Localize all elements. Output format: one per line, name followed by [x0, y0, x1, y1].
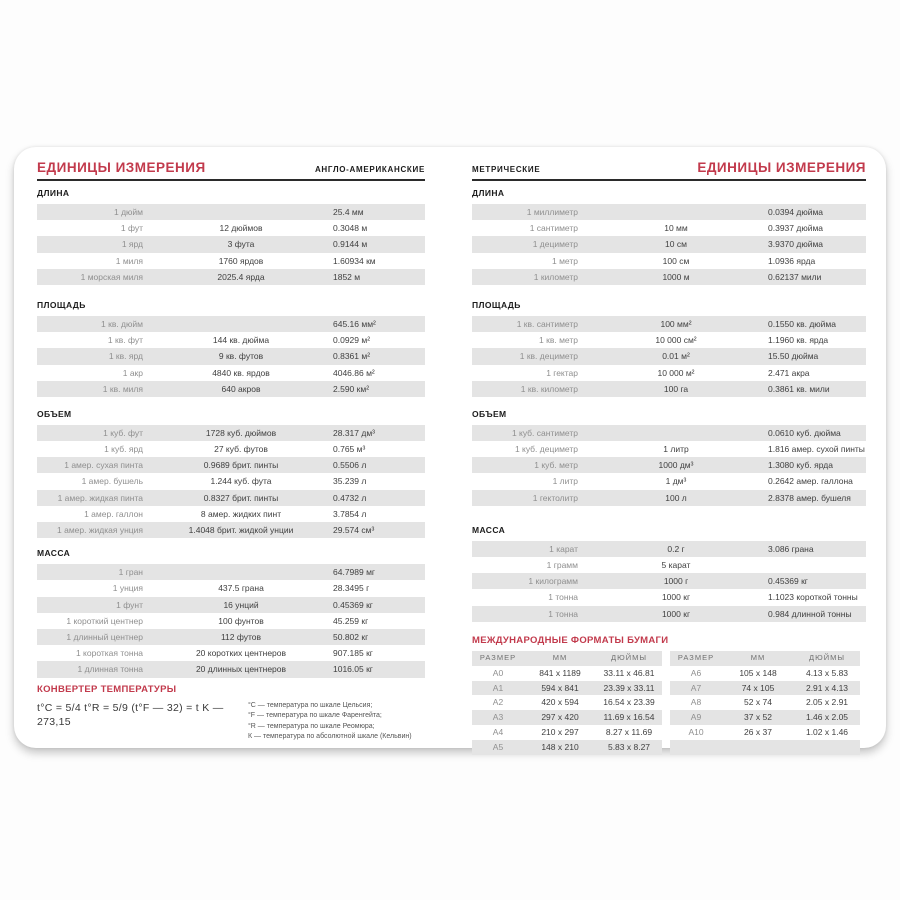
page-title: ЕДИНИЦЫ ИЗМЕРЕНИЯ — [697, 160, 866, 175]
table-row — [472, 425, 866, 441]
section-paper-formats — [472, 636, 866, 755]
column-header: РАЗМЕР — [479, 652, 517, 662]
table-cell: 841 x 1189 — [539, 667, 581, 678]
table-row — [472, 269, 866, 285]
table-cell: 1.244 куб. фута — [210, 476, 272, 487]
area-table — [472, 316, 866, 397]
table-cell — [149, 204, 333, 220]
table-cell: 1.0936 ярда — [768, 255, 816, 266]
table-cell: 1852 м — [333, 271, 361, 282]
table-cell: 1 куб. сантиметр — [511, 427, 578, 438]
table-cell: 16.54 x 23.39 — [603, 697, 655, 708]
table-cell: 100 мм² — [660, 318, 692, 329]
page-title: ЕДИНИЦЫ ИЗМЕРЕНИЯ — [37, 160, 206, 175]
table-cell: 1 амер. сухая пинта — [64, 460, 143, 471]
table-cell: 0.0929 м² — [333, 335, 371, 346]
table-cell: 0.0394 дюйма — [768, 207, 824, 217]
table-cell: 4046.86 м² — [333, 367, 375, 378]
section-volume — [37, 409, 425, 538]
table-cell — [149, 316, 333, 332]
table-cell: 1 куб. дециметр — [514, 444, 578, 455]
table-cell: 52 x 74 — [744, 697, 772, 708]
table-row — [37, 381, 425, 397]
table-cell: 420 x 594 — [541, 697, 579, 708]
table-row — [37, 332, 425, 348]
table-cell: 1 километр — [533, 271, 578, 282]
table-cell: 1 килограмм — [528, 576, 578, 587]
table-cell: 0.8327 брит. пинты — [203, 492, 279, 503]
section-volume — [472, 409, 866, 506]
table-row — [37, 506, 425, 522]
table-cell: 2.8378 амер. бушеля — [768, 492, 851, 503]
table-cell: 9 кв. футов — [218, 351, 264, 362]
column-header: ДЮЙМЫ — [611, 652, 647, 662]
table-cell: 1.4048 брит. жидкой унции — [188, 525, 294, 535]
table-cell: 33.11 x 46.81 — [603, 667, 655, 678]
table-cell — [670, 740, 722, 755]
table-cell: 8.27 x 11.69 — [605, 727, 653, 738]
table-cell: 1 куб. ярд — [104, 444, 143, 455]
table-cell: A5 — [492, 742, 504, 753]
table-cell: A9 — [690, 712, 702, 723]
temperature-note: °F — температура по шкале Фаренгейта; — [248, 712, 382, 719]
table-row — [472, 541, 866, 557]
left-page — [37, 157, 425, 743]
table-row — [472, 725, 662, 740]
table-cell: 1760 ярдов — [218, 255, 264, 266]
table-cell: 1 кв. миля — [102, 383, 143, 394]
table-cell: 1 длинный центнер — [66, 631, 143, 642]
table-cell: 0.62137 мили — [768, 271, 822, 282]
table-row — [37, 645, 425, 661]
length-table — [472, 204, 866, 285]
table-cell: 1 кв. дециметр — [519, 351, 578, 362]
table-row — [37, 457, 425, 473]
table-row — [37, 473, 425, 489]
table-cell: 1 сантиметр — [529, 223, 578, 234]
table-cell: 1.1023 короткой тонны — [768, 592, 858, 603]
table-cell: 1 тонна — [548, 592, 578, 603]
table-cell: 0.3048 м — [333, 223, 368, 234]
right-page-header — [472, 157, 866, 181]
table-cell: 1.3080 куб. ярда — [768, 460, 833, 471]
section-mass — [37, 548, 425, 677]
section-title: ОБЪЕМ — [472, 408, 507, 419]
table-cell — [722, 740, 794, 755]
table-cell: 100 га — [663, 383, 689, 394]
paper-formats-title: МЕЖДУНАРОДНЫЕ ФОРМАТЫ БУМАГИ — [472, 634, 669, 646]
table-cell: A8 — [690, 697, 702, 708]
table-cell: 1 гектар — [546, 367, 578, 378]
table-cell: A2 — [492, 697, 504, 708]
left-page-header — [37, 157, 425, 181]
table-cell: 0.0610 куб. дюйма — [768, 427, 841, 438]
table-row — [472, 557, 866, 573]
table-cell: 8 амер. жидких пинт — [200, 508, 282, 519]
table-cell: 1.02 x 1.46 — [805, 727, 849, 738]
table-row — [670, 740, 860, 755]
table-cell: 3.9370 дюйма — [768, 239, 824, 250]
section-temperature-converter — [37, 685, 425, 743]
table-row — [37, 220, 425, 236]
table-cell: 1 тонна — [548, 608, 578, 619]
temperature-note: °R — температура по шкале Реомюра; — [248, 722, 375, 730]
volume-table — [37, 425, 425, 538]
table-cell: 1 карат — [549, 543, 578, 554]
column-header: ДЮЙМЫ — [809, 652, 845, 662]
table-cell: 0.5506 л — [333, 460, 367, 471]
table-row — [670, 695, 860, 710]
table-cell: 112 футов — [220, 631, 262, 642]
section-title: ПЛОЩАДЬ — [37, 299, 86, 310]
table-row — [37, 425, 425, 441]
table-cell: 1 фут — [120, 223, 143, 234]
table-cell: 1 дм³ — [665, 476, 687, 487]
section-length — [472, 188, 866, 285]
table-cell: 0.1550 кв. дюйма — [768, 318, 836, 329]
table-cell: 1.816 амер. сухой пинты — [768, 444, 865, 455]
table-cell: 29.574 см³ — [333, 525, 375, 535]
table-cell: 1 литр — [663, 444, 689, 455]
table-row — [472, 695, 662, 710]
table-row — [37, 365, 425, 381]
table-row — [37, 564, 425, 580]
section-area — [37, 300, 425, 397]
table-row — [37, 316, 425, 332]
table-row — [472, 236, 866, 252]
table-cell: 4.13 x 5.83 — [805, 667, 849, 678]
table-cell: 3 фута — [227, 239, 255, 250]
table-cell: A6 — [690, 667, 702, 678]
table-row — [37, 236, 425, 252]
table-row — [472, 681, 662, 696]
table-row — [37, 629, 425, 645]
section-title: МАССА — [472, 524, 506, 535]
table-row — [472, 666, 662, 681]
table-cell: A0 — [492, 667, 504, 678]
table-cell: 1 короткая тонна — [75, 648, 143, 659]
table-cell: 1000 кг — [661, 592, 691, 603]
table-cell: 1.1960 кв. ярда — [768, 335, 829, 346]
mass-table — [37, 564, 425, 677]
table-cell: 10 см — [665, 239, 687, 250]
section-mass — [472, 525, 866, 622]
table-row — [472, 606, 866, 622]
table-cell: 1 короткий центнер — [66, 615, 143, 626]
table-cell: 28.317 дм³ — [333, 427, 375, 438]
table-cell: 1.60934 км — [333, 255, 376, 266]
table-cell: 1 кв. ярд — [108, 351, 143, 362]
table-row — [37, 253, 425, 269]
table-cell: 1000 г — [663, 576, 689, 587]
table-cell: 10 000 м² — [657, 367, 695, 378]
area-table — [37, 316, 425, 397]
table-cell: 100 см — [662, 255, 690, 266]
table-row — [670, 681, 860, 696]
table-row — [472, 490, 866, 506]
table-cell: 1 миля — [115, 255, 143, 266]
table-cell: 105 x 148 — [739, 667, 777, 678]
table-cell: 37 x 52 — [744, 712, 772, 723]
table-cell: 1.46 x 2.05 — [805, 712, 849, 723]
table-cell: 0.45369 кг — [768, 576, 808, 587]
table-cell: 15.50 дюйма — [768, 351, 819, 362]
section-title: МАССА — [37, 548, 71, 559]
page-subtitle: АНГЛО-АМЕРИКАНСКИЕ — [314, 165, 425, 174]
table-cell: 26 x 37 — [744, 727, 772, 738]
table-row — [472, 740, 662, 755]
table-cell: 1 куб. метр — [534, 460, 578, 471]
table-cell: 35.239 л — [333, 476, 367, 487]
section-title: ДЛИНА — [37, 188, 70, 198]
section-title: ОБЪЕМ — [37, 408, 72, 419]
table-cell: 20 коротких центнеров — [195, 648, 287, 659]
table-cell: 0.01 м² — [662, 351, 690, 362]
table-row — [37, 490, 425, 506]
table-row — [472, 332, 866, 348]
temperature-notes — [248, 701, 425, 743]
table-cell: 16 унций — [223, 599, 259, 610]
table-cell: 148 x 210 — [541, 742, 579, 753]
table-cell: 1000 дм³ — [658, 460, 694, 471]
table-cell: 0.765 м³ — [333, 444, 366, 455]
table-cell: A7 — [690, 682, 702, 693]
section-title: ДЛИНА — [472, 188, 505, 198]
table-cell: 1 кв. фут — [107, 335, 143, 346]
table-row — [472, 204, 866, 220]
table-row — [472, 457, 866, 473]
table-cell: 1 грамм — [546, 560, 578, 570]
mass-table — [472, 541, 866, 622]
table-row — [670, 725, 860, 740]
table-row — [472, 473, 866, 489]
table-cell: 25.4 мм — [333, 207, 364, 217]
temperature-note: °C — температура по шкале Цельсия; — [248, 701, 373, 709]
table-cell: 0.2642 амер. галлона — [768, 476, 853, 487]
table-cell: 0.984 длинной тонны — [768, 608, 852, 619]
table-row — [37, 580, 425, 596]
table-cell: 74 x 105 — [741, 682, 775, 693]
table-cell: 1 унция — [112, 583, 143, 594]
table-row — [472, 348, 866, 364]
paper-table-a6-a10 — [670, 651, 860, 755]
spread-card — [14, 147, 886, 753]
table-cell: 4840 кв. ярдов — [212, 367, 270, 378]
table-row — [670, 666, 860, 681]
table-cell: 2.471 акра — [768, 367, 810, 378]
table-cell: 1 ярд — [121, 239, 143, 250]
table-cell: 28.3495 г — [333, 583, 370, 594]
table-cell: 1 морская миля — [80, 271, 143, 282]
table-cell: 3.7854 л — [333, 508, 367, 519]
table-row — [472, 365, 866, 381]
table-cell: 1016.05 кг — [333, 664, 373, 675]
table-cell: 1 метр — [552, 255, 578, 266]
table-row — [472, 220, 866, 236]
table-row — [670, 710, 860, 725]
table-row — [37, 613, 425, 629]
table-cell: 10 000 см² — [655, 335, 697, 346]
table-cell: 2025.4 ярда — [217, 271, 265, 282]
table-cell: 27 куб. футов — [214, 444, 268, 455]
table-cell: 100 л — [665, 492, 687, 503]
table-row — [472, 253, 866, 269]
table-cell: 210 x 297 — [541, 727, 579, 738]
table-row — [472, 441, 866, 457]
table-cell: 1 гектолитр — [532, 492, 578, 503]
temperature-converter-title: КОНВЕРТЕР ТЕМПЕРАТУРЫ — [37, 683, 177, 695]
paper-table-a0-a5 — [472, 651, 662, 755]
table-row — [472, 316, 866, 332]
table-row — [37, 522, 425, 538]
column-header: РАЗМЕР — [677, 652, 715, 662]
table-cell: 0.9144 м — [333, 239, 368, 250]
table-cell — [149, 564, 333, 580]
table-cell: 23.39 x 33.11 — [603, 682, 655, 693]
section-title: ПЛОЩАДЬ — [472, 299, 521, 310]
table-cell: 1 акр — [122, 367, 143, 378]
table-cell: 907.185 кг — [333, 648, 373, 659]
table-cell: 2.91 x 4.13 — [805, 682, 849, 693]
table-cell: 645.16 мм² — [333, 318, 376, 329]
table-cell: 12 дюймов — [219, 223, 263, 234]
table-row — [472, 589, 866, 605]
table-cell: A3 — [492, 712, 504, 723]
length-table — [37, 204, 425, 285]
table-row — [37, 441, 425, 457]
table-cell: 50.802 кг — [333, 631, 369, 642]
right-page — [472, 157, 866, 755]
table-cell — [584, 204, 768, 220]
table-cell: A10 — [688, 727, 704, 738]
page-subtitle: МЕТРИЧЕСКИЕ — [472, 165, 541, 174]
table-row — [472, 573, 866, 589]
table-row — [37, 597, 425, 613]
table-cell: 1 дециметр — [532, 239, 578, 250]
table-cell: 1 куб. фут — [103, 427, 143, 438]
table-cell: 5.83 x 8.27 — [607, 742, 651, 753]
table-cell: 1000 м — [662, 271, 690, 282]
table-cell: 297 x 420 — [541, 712, 579, 723]
table-cell: 1728 куб. дюймов — [205, 427, 277, 438]
temperature-formula: t°C = 5/4 t°R = 5/9 (t°F — 32) = t K — 273,15 — [37, 701, 224, 728]
table-cell: 144 кв. дюйма — [212, 335, 270, 346]
table-cell: 0.4732 л — [333, 492, 367, 503]
table-cell: 1 амер. галлон — [84, 508, 143, 519]
column-header: ММ — [750, 652, 766, 662]
table-cell: 640 акров — [221, 383, 261, 394]
table-cell — [584, 425, 768, 441]
table-row — [37, 269, 425, 285]
paper-table-header — [472, 651, 662, 666]
table-cell: 0.45369 кг — [333, 599, 373, 610]
table-row — [37, 661, 425, 677]
table-cell: 1 амер. жидкая пинта — [57, 492, 143, 503]
table-cell: 3.086 грана — [768, 543, 814, 554]
table-cell: 1 длинная тонна — [77, 664, 143, 675]
column-header: ММ — [552, 652, 568, 662]
table-cell: 1 фунт — [116, 599, 143, 610]
table-cell: 1 кв. дюйм — [101, 318, 143, 329]
table-cell: 20 длинных центнеров — [195, 664, 287, 675]
table-cell: A1 — [492, 682, 504, 693]
table-cell: 1 кв. метр — [539, 335, 578, 346]
table-cell: A4 — [492, 727, 504, 738]
table-row — [37, 348, 425, 364]
table-cell: 2.05 x 2.91 — [805, 697, 849, 708]
table-cell: 45.259 кг — [333, 615, 369, 626]
table-cell: 1 гран — [118, 567, 143, 578]
volume-table — [472, 425, 866, 506]
table-cell: 1 кв. сантиметр — [516, 318, 578, 329]
table-cell: 100 фунтов — [218, 615, 264, 626]
table-cell: 64.7989 мг — [333, 567, 376, 578]
temperature-note: К — температура по абсолютной шкале (Кельвин) — [248, 733, 412, 740]
table-cell: 10 мм — [664, 223, 688, 234]
paper-formats-tables — [472, 651, 866, 755]
table-cell: 1 литр — [552, 476, 578, 487]
table-cell: 0.2 г — [667, 543, 685, 554]
paper-table-header — [670, 651, 860, 666]
table-cell: 437.5 грана — [218, 583, 264, 594]
table-cell: 1 дюйм — [113, 207, 143, 217]
table-cell: 1 миллиметр — [526, 207, 578, 217]
table-cell: 0.8361 м² — [333, 351, 371, 362]
table-cell: 0.9689 брит. пинты — [203, 460, 279, 471]
table-cell — [768, 557, 866, 573]
table-cell: 594 x 841 — [541, 682, 579, 693]
table-cell: 0.3937 дюйма — [768, 223, 824, 234]
table-cell: 2.590 км² — [333, 383, 370, 394]
table-row — [37, 204, 425, 220]
temperature-converter-body — [37, 701, 425, 743]
table-cell: 5 карат — [661, 560, 691, 570]
table-cell: 1 кв. километр — [520, 383, 578, 394]
section-length — [37, 188, 425, 285]
table-cell: 11.69 x 16.54 — [603, 712, 655, 723]
table-cell: 1 амер. бушель — [81, 476, 143, 487]
table-cell: 0.3861 кв. мили — [768, 383, 830, 394]
section-area — [472, 300, 866, 397]
table-cell: 1000 кг — [661, 608, 691, 619]
table-row — [472, 710, 662, 725]
table-cell: 1 амер. жидкая унция — [57, 525, 143, 535]
table-cell — [794, 740, 860, 755]
table-row — [472, 381, 866, 397]
